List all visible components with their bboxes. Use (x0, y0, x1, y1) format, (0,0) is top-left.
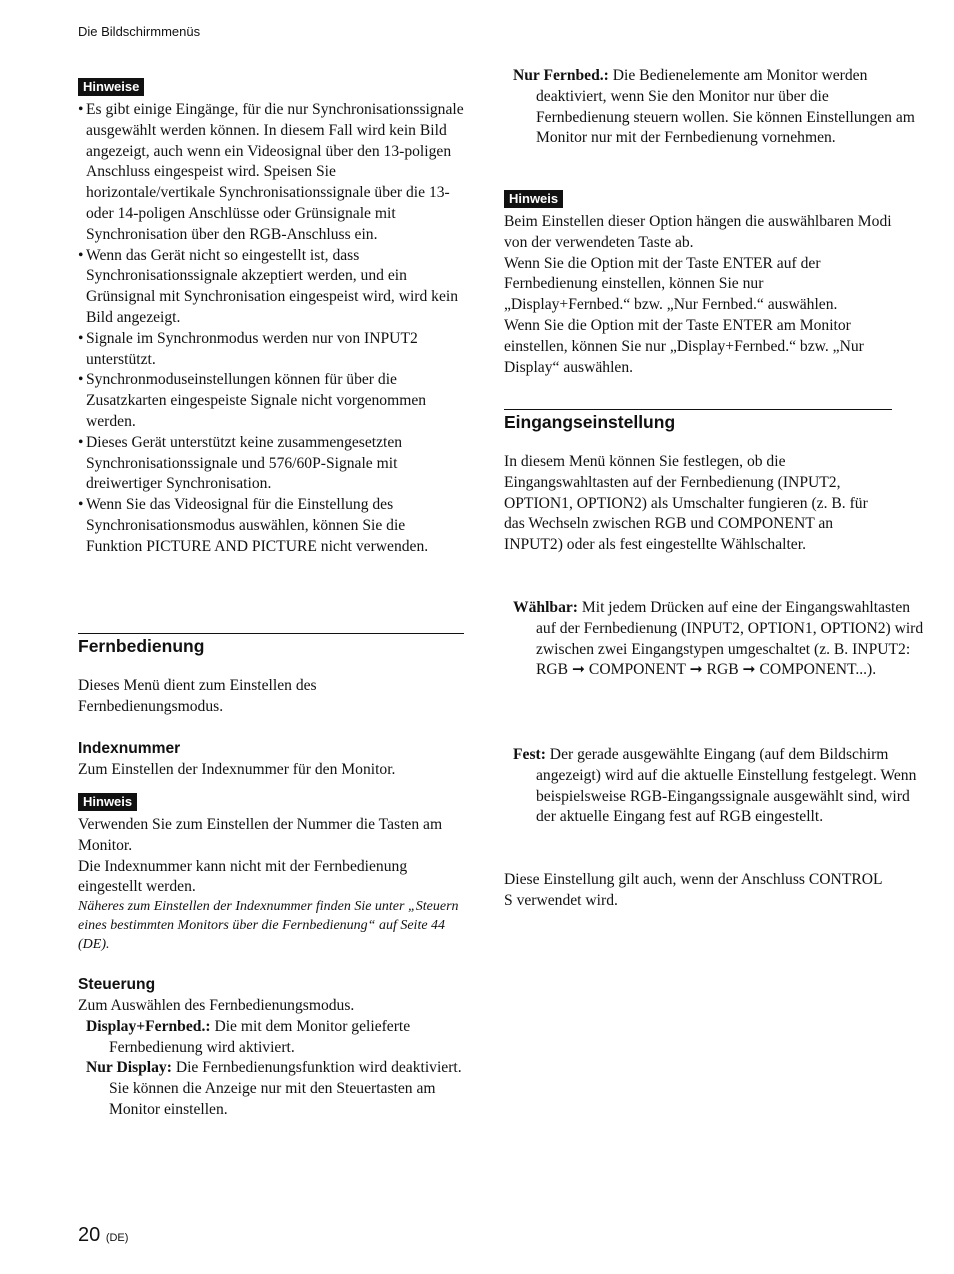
list-item: • Wenn Sie das Videosignal für die Einstellung des Synchronisationsmodus auswählen, können Sie die Funktion PICTURE AND PICTURE nicht verwenden. (78, 495, 464, 557)
option-description: Der gerade ausgewählte Eingang (auf dem Bildschirm angezeigt) wird auf die aktuelle Einstellung festgelegt. Wenn beispielsweise RGB-Eingangssignale ausgewählt sind, wird der aktuelle Eingang fest auf RGB eingestellt. (536, 746, 917, 826)
option-term: Display+Fernbed.: (86, 1017, 211, 1035)
option-display-fernbed (78, 1017, 464, 1059)
list-item: • Signale im Synchronmodus werden nur von INPUT2 unterstützt. (78, 329, 464, 371)
hint-text: Wenn Sie die Option mit der Taste ENTER auf der Fernbedienung einstellen, können Sie nur „Display+Fernbed.“ bzw. „Nur Fernbed.“ auswählen. (504, 254, 838, 314)
hint-badge (78, 793, 137, 811)
option-description: Mit jedem Drücken auf eine der Eingangswahltasten auf der Fernbedienung (INPUT2, OPTION1, OPTION2) wird zwischen zwei Eingangstypen umgeschaltet (z. B. INPUT2: RGB ➞ COMPONENT ➞ RGB ➞ COMPONENT...). (536, 599, 924, 679)
hint-text: Beim Einstellen dieser Option hängen die auswählbaren Modi von der verwendeten Taste ab. (504, 213, 892, 251)
option-term: Nur Fernbed.: (513, 67, 609, 84)
eingang-intro: In diesem Menü können Sie festlegen, ob die Eingangswahltasten auf der Fernbedienung (INPUT2, OPTION1, OPTION2) als Umschalter fungieren (z. B. für das Wechseln zwischen RGB und COMPONENT an INPUT2) oder als fest eingestellte Wählschalter. (504, 453, 868, 554)
option-waehlbar (504, 598, 924, 681)
hint-text: Die Indexnummer kann nicht mit der Fernbedienung eingestellt werden. (78, 857, 408, 896)
hint-text: Verwenden Sie zum Einstellen der Nummer die Tasten am Monitor. (78, 816, 443, 854)
page-number-value: 20 (78, 1224, 101, 1246)
option-fest (504, 745, 924, 828)
option-nur-display (78, 1058, 464, 1120)
option-term: Fest: (513, 746, 546, 763)
list-item: • Dieses Gerät unterstützt keine zusammengesetzten Synchronisationssignale und 576/60P-Signale mit dreiwertiger Synchronisation. (78, 433, 464, 495)
fernbedienung-intro: Dieses Menü dient zum Einstellen des Fernbedienungsmodus. (78, 677, 317, 715)
running-head: Die Bildschirmmenüs (78, 24, 201, 39)
page-lang: (DE) (105, 1232, 129, 1244)
notes-list (78, 100, 464, 558)
hint-block-right (504, 212, 892, 378)
steuerung-text: Zum Auswählen des Fernbedienungsmodus. (78, 997, 355, 1014)
section-title-fernbedienung: Fernbedienung (78, 636, 205, 656)
list-item: • Synchronmoduseinstellungen können für über die Zusatzkarten eingespeiste Signale nicht vorgenommen werden. (78, 370, 464, 432)
indexnummer-text: Zum Einstellen der Indexnummer für den Monitor. (78, 761, 396, 778)
section-divider (504, 409, 892, 410)
hint-text: Wenn Sie die Option mit der Taste ENTER am Monitor einstellen, können Sie nur „Display+Fernbed.“ bzw. „Nur Display“ auswählen. (504, 316, 864, 376)
hint-block (78, 815, 464, 955)
section-divider (78, 633, 464, 634)
option-description: Die Fernbedienungsfunktion wird deaktiviert. Sie können die Anzeige nur mit den Steuertasten am Monitor einstellen. (109, 1059, 462, 1118)
notes-badge-label: Hinweise (78, 78, 144, 96)
section-title-eingangseinstellung: Eingangseinstellung (504, 412, 676, 432)
hint-badge-label: Hinweis (78, 793, 137, 811)
list-item: • Wenn das Gerät nicht so eingestellt ist, dass Synchronisationssignale akzeptiert werden, und ein Grünsignal mit Synchronisation eingespeist wird, wird kein Bild angezeigt. (78, 246, 464, 329)
eingang-closing: Diese Einstellung gilt auch, wenn der Anschluss CONTROL S verwendet wird. (504, 871, 882, 909)
page-number (78, 1224, 128, 1247)
notes-badge (78, 78, 144, 96)
steuerung-block (78, 996, 464, 1121)
option-term: Nur Display: (86, 1059, 172, 1077)
hint-badge-label: Hinweis (504, 190, 563, 208)
option-description: Die Bedienelemente am Monitor werden deaktiviert, wenn Sie den Monitor nur über die Fernbedienung steuern wollen. Sie können Einstellungen am Monitor nur mit der Fernbedienung vornehmen. (536, 67, 915, 147)
option-description: Die mit dem Monitor gelieferte Fernbedienung wird aktiviert. (109, 1017, 411, 1056)
subtitle-steuerung: Steuerung (78, 976, 156, 993)
option-term: Wählbar: (513, 599, 578, 616)
subtitle-indexnummer: Indexnummer (78, 740, 181, 757)
list-item: • Es gibt einige Eingänge, für die nur Synchronisationssignale ausgewählt werden können. In diesem Fall wird kein Bild angezeigt, auch wenn ein Videosignal über den 13-poligen Anschluss eingespeist wird. Speisen Sie horizontale/vertikale Synchronisationssignale über die 13- oder 14-poligen Anschlüsse oder Grünsignale mit Synchronisation über den RGB-Anschluss ein. (78, 100, 464, 246)
hint-reference: Näheres zum Einstellen der Indexnummer finden Sie unter „Steuern eines bestimmten Monitors über die Fernbedienung“ auf Seite 44 (DE). (78, 899, 459, 952)
option-nur-fernbed (504, 66, 924, 149)
hint-badge-right (504, 190, 563, 208)
